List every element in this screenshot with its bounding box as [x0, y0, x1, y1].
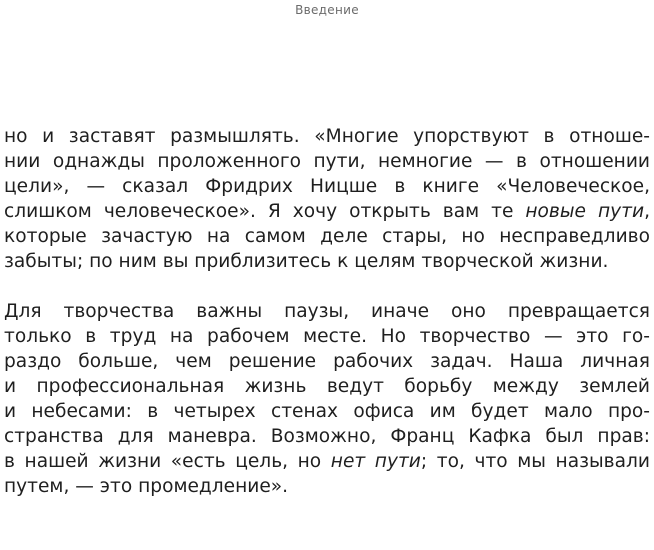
text-line [4, 174, 650, 199]
text-run: , [644, 201, 650, 222]
text-line [4, 249, 650, 274]
paragraph [4, 299, 650, 499]
text-run: только в труд на рабочем месте. Но творчество — это го- [4, 326, 650, 347]
page-body [4, 124, 650, 499]
text-run: в нашей жизни «есть цель, но [4, 451, 331, 472]
italic-phrase: новые пути [525, 201, 645, 222]
text-line [4, 124, 650, 149]
text-line [4, 299, 650, 324]
text-line [4, 424, 650, 449]
text-run: ; то, что мы называли [420, 451, 650, 472]
text-line [4, 324, 650, 349]
text-run: Для творчества важны паузы, иначе оно превращается [4, 301, 650, 322]
text-run: и профессиональная жизнь ведут борьбу между землей [4, 376, 650, 397]
text-run: которые зачастую на самом деле стары, но несправедливо [4, 226, 650, 247]
text-run: забыты; по ним вы приблизитесь к целям творческой жизни. [4, 251, 609, 272]
italic-phrase: нет пути [330, 451, 421, 472]
text-line [4, 449, 650, 474]
text-line [4, 374, 650, 399]
text-line [4, 474, 650, 499]
text-line [4, 149, 650, 174]
paragraph-gap [4, 274, 650, 299]
text-line [4, 399, 650, 424]
text-run: цели», — сказал Фридрих Ницше в книге «Человеческое, [4, 176, 650, 197]
text-run: путем, — это промедление». [4, 476, 289, 497]
text-line [4, 199, 650, 224]
text-run: но и заставят размышлять. «Многие упорствуют в отноше- [4, 126, 650, 147]
text-run: нии однажды проложенного пути, немногие — в отношении [4, 151, 650, 172]
text-run: раздо больше, чем решение рабочих задач. Наша личная [4, 351, 650, 372]
running-header: Введение [295, 3, 359, 17]
text-run: и небесами: в четырех стенах офиса им будет мало про- [4, 401, 650, 422]
text-run: странства для маневра. Возможно, Франц Кафка был прав: [4, 426, 650, 447]
text-run: слишком человеческое». Я хочу открыть вам те [4, 201, 526, 222]
text-line [4, 349, 650, 374]
text-line [4, 224, 650, 249]
paragraph [4, 124, 650, 274]
